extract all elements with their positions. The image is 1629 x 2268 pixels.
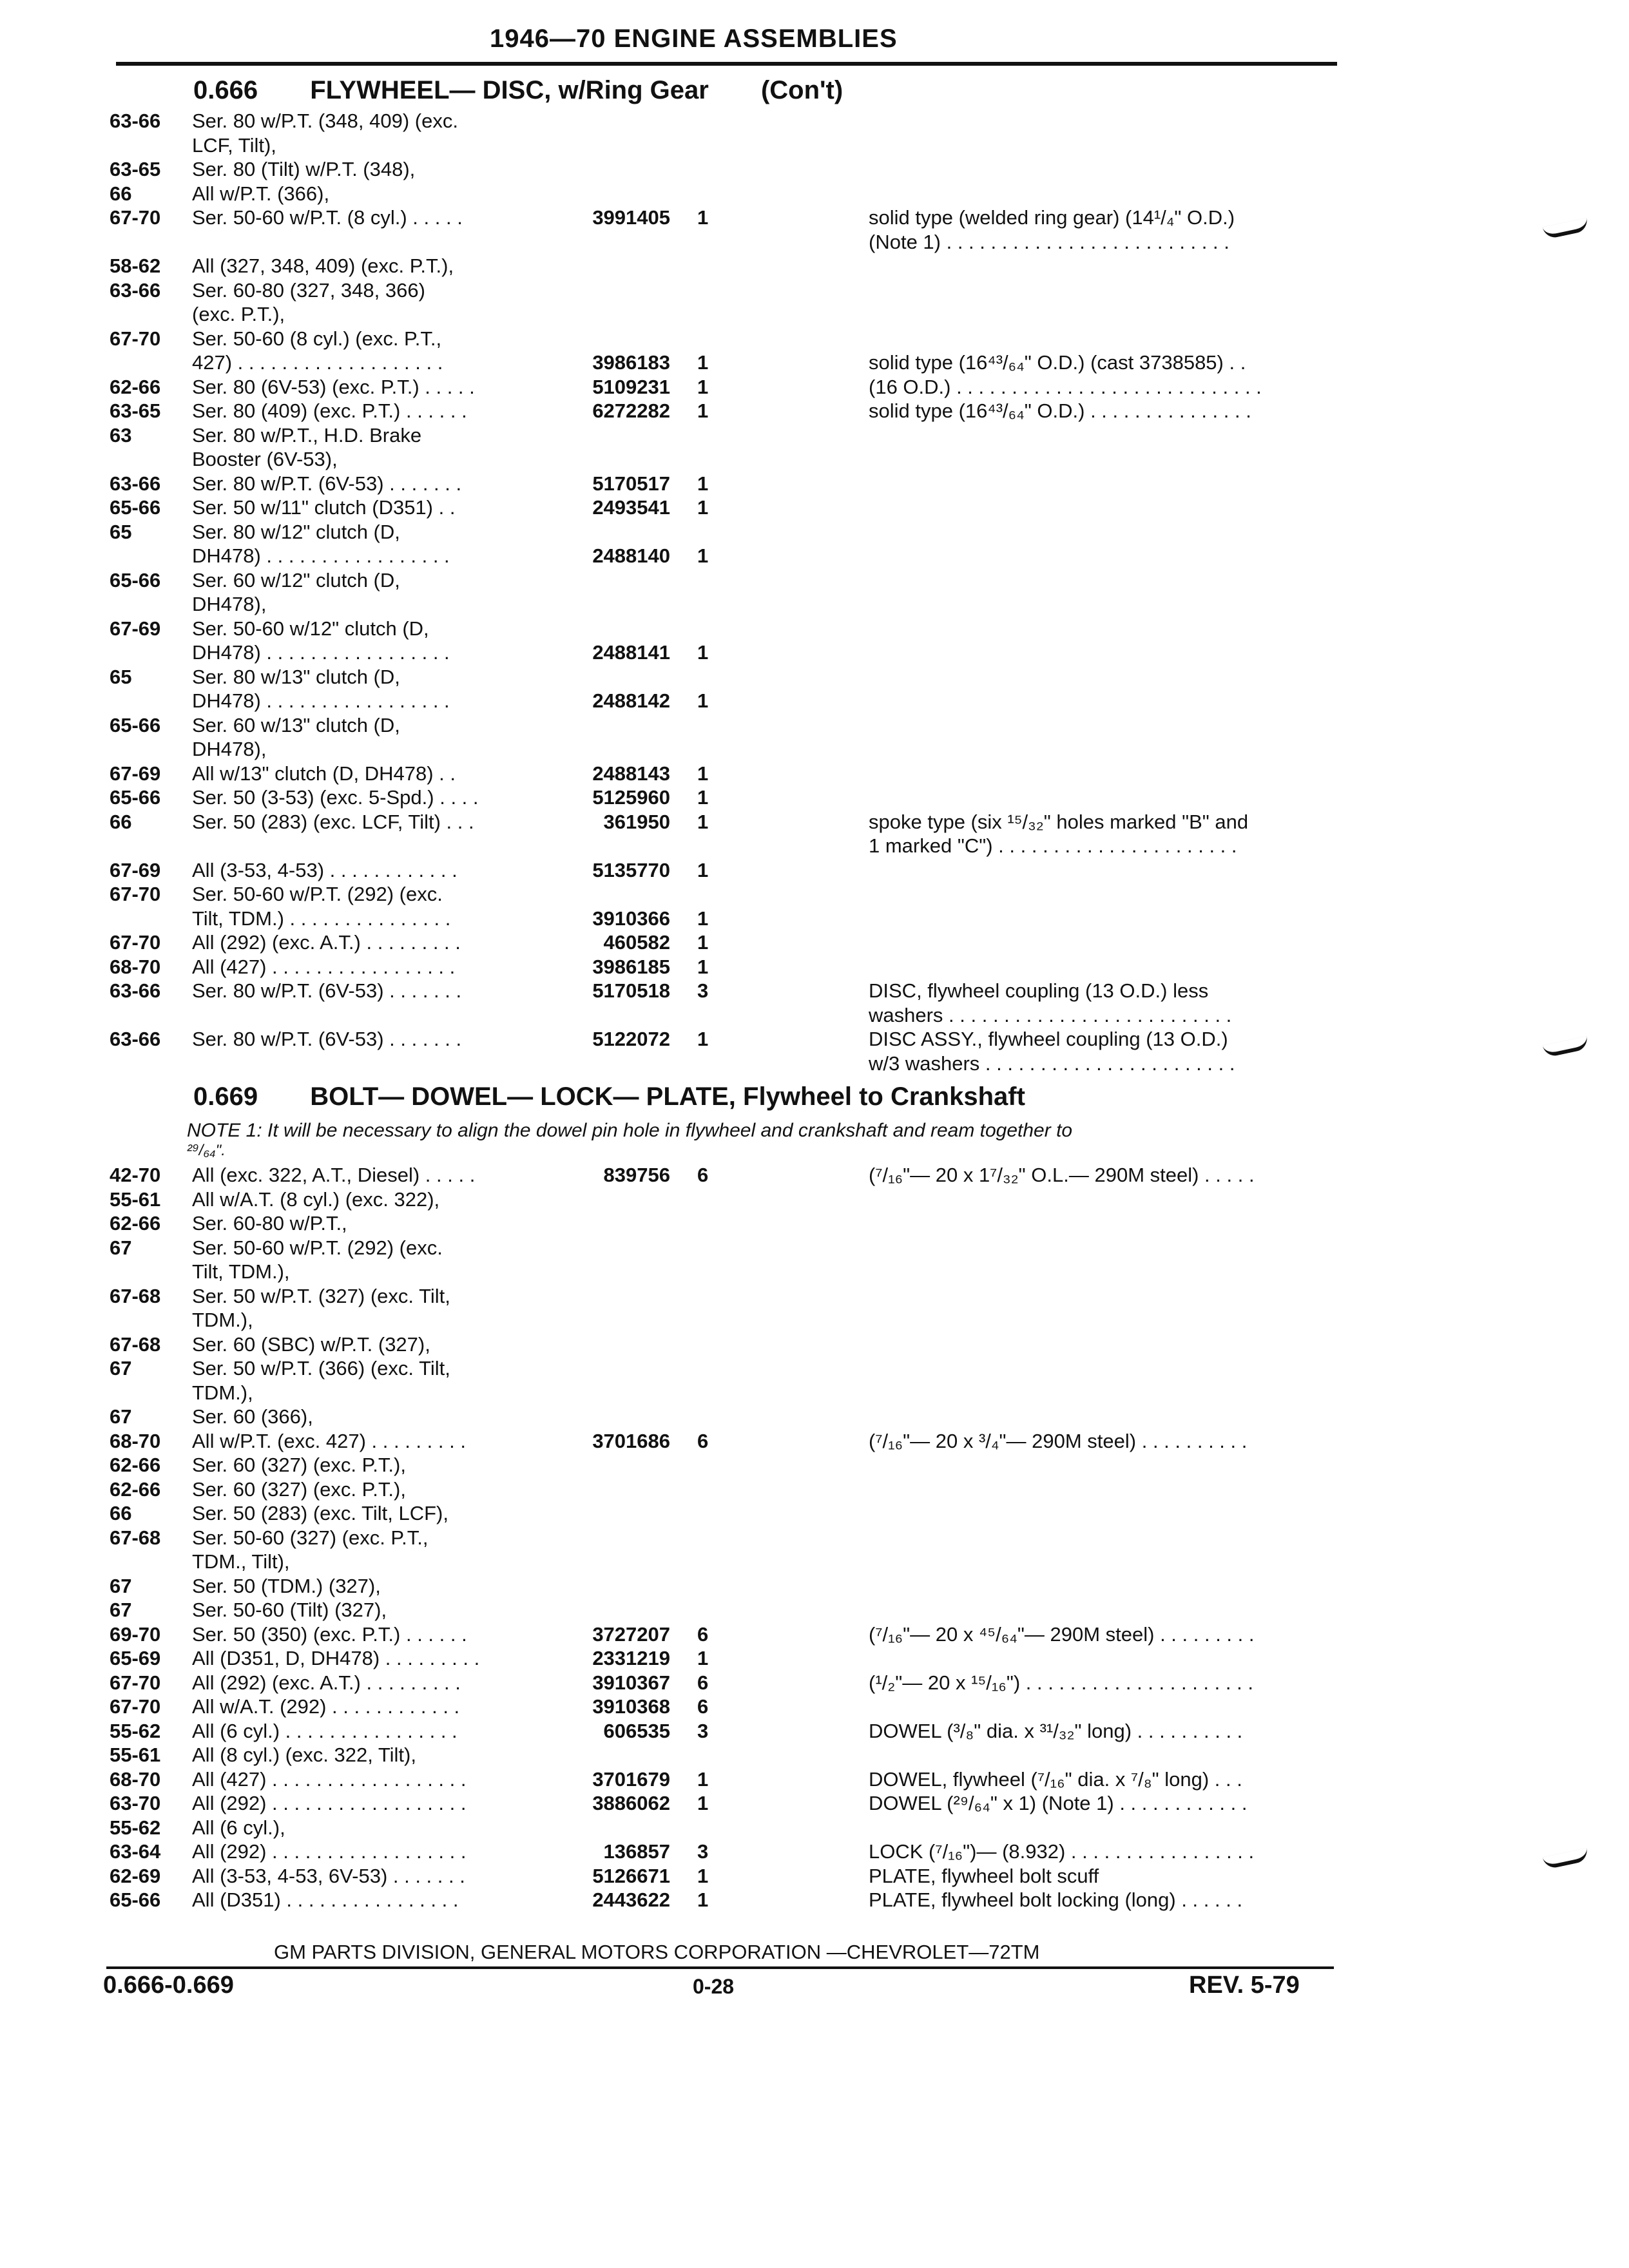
section-title: BOLT— DOWEL— LOCK— PLATE, Flywheel to Crankshaft bbox=[310, 1082, 1025, 1111]
table-row bbox=[0, 255, 1629, 279]
application: All (8 cyl.) (exc. 322, Tilt), bbox=[192, 1744, 416, 1766]
application: Ser. 80 w/P.T. (6V-53) . . . . . . . bbox=[192, 979, 462, 1002]
quantity: 6 bbox=[697, 1622, 709, 1646]
year-range: 65-66 bbox=[110, 496, 161, 519]
table-row bbox=[0, 1865, 1629, 1889]
quantity: 1 bbox=[697, 375, 709, 398]
year-range: 67-68 bbox=[110, 1332, 161, 1356]
table-row bbox=[0, 376, 1629, 400]
section-number: 0.669 bbox=[193, 1082, 258, 1111]
table-row bbox=[0, 1004, 1629, 1028]
table-row bbox=[0, 714, 1629, 738]
part-number: 5122072 bbox=[592, 1028, 670, 1050]
table-row bbox=[0, 883, 1629, 907]
table-row bbox=[0, 158, 1629, 182]
application: All (3-53, 4-53, 6V-53) . . . . . . . bbox=[192, 1864, 465, 1887]
table-row bbox=[0, 1333, 1629, 1358]
table-row bbox=[0, 1028, 1629, 1052]
description: (⁷/₁₆"— 20 x ⁴⁵/₆₄"— 290M steel) . . . . . . . . . bbox=[869, 1622, 1255, 1646]
quantity: 1 bbox=[697, 907, 709, 930]
application: Ser. 50 (283) (exc. Tilt, LCF), bbox=[192, 1502, 448, 1524]
year-range: 62-69 bbox=[110, 1864, 161, 1887]
table-row bbox=[0, 1430, 1629, 1454]
application: Ser. 50 w/11" clutch (D351) . . bbox=[192, 496, 456, 519]
part-number: 460582 bbox=[603, 931, 670, 954]
application: Booster (6V-53), bbox=[192, 448, 338, 470]
application: DH478) . . . . . . . . . . . . . . . . . bbox=[192, 641, 450, 664]
year-range: 65 bbox=[110, 520, 132, 543]
year-range: 55-62 bbox=[110, 1816, 161, 1839]
table-row bbox=[0, 327, 1629, 352]
table-row bbox=[0, 1623, 1629, 1648]
description: solid type (16⁴³/₆₄" O.D.) (cast 3738585) . . bbox=[869, 351, 1246, 374]
section-note-line-2: ²⁹/₆₄". bbox=[187, 1142, 226, 1159]
application: All (292) . . . . . . . . . . . . . . . . . . bbox=[192, 1840, 467, 1863]
table-row bbox=[0, 1550, 1629, 1575]
part-number: 3986183 bbox=[592, 351, 670, 374]
year-range: 67 bbox=[110, 1574, 132, 1597]
description: DISC, flywheel coupling (13 O.D.) less bbox=[869, 979, 1209, 1002]
part-number: 2488141 bbox=[592, 641, 670, 664]
year-range: 42-70 bbox=[110, 1164, 161, 1186]
table-row bbox=[0, 1768, 1629, 1792]
application: (exc. P.T.), bbox=[192, 303, 285, 325]
part-number: 3886062 bbox=[592, 1792, 670, 1814]
quantity: 3 bbox=[697, 1719, 709, 1742]
part-number: 2488140 bbox=[592, 544, 670, 567]
application: Ser. 50 w/P.T. (366) (exc. Tilt, bbox=[192, 1357, 450, 1379]
quantity: 1 bbox=[697, 1767, 709, 1791]
table-row bbox=[0, 762, 1629, 787]
year-range: 66 bbox=[110, 810, 132, 833]
application: DH478), bbox=[192, 593, 267, 615]
year-range: 65-66 bbox=[110, 568, 161, 591]
table-row bbox=[0, 399, 1629, 424]
part-number: 136857 bbox=[603, 1840, 670, 1863]
section-note-line: NOTE 1: It will be necessary to align the dowel pin hole in flywheel and crankshaft and ream together to bbox=[187, 1120, 1073, 1141]
table-row bbox=[0, 1236, 1629, 1261]
application: All (D351) . . . . . . . . . . . . . . . . bbox=[192, 1888, 459, 1911]
description: solid type (16⁴³/₆₄" O.D.) . . . . . . . . . . . . . . . bbox=[869, 399, 1251, 422]
part-number: 5170517 bbox=[592, 472, 670, 495]
part-number: 5126671 bbox=[592, 1864, 670, 1887]
application: Ser. 50 w/P.T. (327) (exc. Tilt, bbox=[192, 1284, 450, 1307]
application: All (292) . . . . . . . . . . . . . . . . . . bbox=[192, 1792, 467, 1814]
description: DOWEL (³/₈" dia. x ³¹/₃₂" long) . . . . . . . . . . bbox=[869, 1719, 1243, 1742]
page-header-title: 1946—70 ENGINE ASSEMBLIES bbox=[490, 24, 898, 53]
table-row bbox=[0, 1695, 1629, 1720]
table-row bbox=[0, 689, 1629, 714]
part-number: 3910367 bbox=[592, 1671, 670, 1694]
table-row bbox=[0, 1744, 1629, 1768]
year-range: 63-66 bbox=[110, 278, 161, 302]
table-row bbox=[0, 544, 1629, 569]
application: Ser. 60-80 w/P.T., bbox=[192, 1212, 347, 1235]
application: Ser. 60 (327) (exc. P.T.), bbox=[192, 1477, 406, 1501]
quantity: 1 bbox=[697, 931, 709, 954]
table-row bbox=[0, 1285, 1629, 1309]
application: Ser. 80 w/13" clutch (D, bbox=[192, 665, 400, 688]
part-number: 2331219 bbox=[592, 1647, 670, 1669]
table-row bbox=[0, 134, 1629, 159]
year-range: 62-66 bbox=[110, 1212, 161, 1235]
application: Ser. 50 (350) (exc. P.T.) . . . . . . bbox=[192, 1622, 467, 1646]
application: Ser. 60 w/12" clutch (D, bbox=[192, 568, 400, 591]
description: (16 O.D.) . . . . . . . . . . . . . . . . . . . . . . . . . . . . bbox=[869, 375, 1262, 398]
description: PLATE, flywheel bolt scuff bbox=[869, 1864, 1099, 1887]
quantity: 1 bbox=[697, 955, 709, 978]
table-row bbox=[0, 738, 1629, 762]
year-range: 62-66 bbox=[110, 375, 161, 398]
year-range: 68-70 bbox=[110, 1767, 161, 1791]
part-number: 606535 bbox=[603, 1719, 670, 1742]
year-range: 62-66 bbox=[110, 1454, 161, 1476]
table-row bbox=[0, 1478, 1629, 1503]
table-row bbox=[0, 303, 1629, 327]
year-range: 67-69 bbox=[110, 762, 161, 785]
part-number: 3701686 bbox=[592, 1429, 670, 1452]
year-range: 67 bbox=[110, 1236, 132, 1259]
year-range: 68-70 bbox=[110, 955, 161, 978]
table-row bbox=[0, 1599, 1629, 1623]
table-row bbox=[0, 1888, 1629, 1913]
description: DISC ASSY., flywheel coupling (13 O.D.) bbox=[869, 1028, 1228, 1050]
year-range: 63-70 bbox=[110, 1792, 161, 1814]
application: LCF, Tilt), bbox=[192, 133, 276, 157]
quantity: 1 bbox=[697, 689, 709, 712]
part-number: 3910368 bbox=[592, 1695, 670, 1718]
table-row bbox=[0, 1381, 1629, 1406]
quantity: 1 bbox=[697, 1028, 709, 1050]
part-number: 5135770 bbox=[592, 858, 670, 881]
application: All w/P.T. (exc. 427) . . . . . . . . . bbox=[192, 1429, 466, 1452]
application: TDM., Tilt), bbox=[192, 1550, 290, 1573]
application: Ser. 50-60 w/12" clutch (D, bbox=[192, 617, 429, 640]
application: Ser. 80 w/P.T. (348, 409) (exc. bbox=[192, 110, 458, 132]
description: DOWEL, flywheel (⁷/₁₆" dia. x ⁷/₈" long) . . . bbox=[869, 1767, 1242, 1791]
year-range: 67-70 bbox=[110, 206, 161, 229]
application: DH478) . . . . . . . . . . . . . . . . . bbox=[192, 544, 450, 567]
year-range: 55-61 bbox=[110, 1187, 161, 1211]
table-row bbox=[0, 496, 1629, 521]
description: w/3 washers . . . . . . . . . . . . . . . . . . . . . . . bbox=[869, 1052, 1235, 1075]
description: spoke type (six ¹⁵/₃₂" holes marked "B" and bbox=[869, 810, 1249, 833]
quantity: 6 bbox=[697, 1164, 709, 1186]
application: All (327, 348, 409) (exc. P.T.), bbox=[192, 255, 454, 277]
table-row bbox=[0, 811, 1629, 835]
year-range: 65-66 bbox=[110, 713, 161, 736]
year-range: 67-69 bbox=[110, 617, 161, 640]
year-range: 63-65 bbox=[110, 158, 161, 180]
footer-rule bbox=[106, 1966, 1334, 1969]
part-number: 2488143 bbox=[592, 762, 670, 785]
quantity: 1 bbox=[697, 496, 709, 519]
year-range: 58-62 bbox=[110, 255, 161, 277]
table-row bbox=[0, 1454, 1629, 1478]
year-range: 63-66 bbox=[110, 110, 161, 132]
quantity: 1 bbox=[697, 641, 709, 664]
quantity: 1 bbox=[697, 206, 709, 229]
table-row bbox=[0, 206, 1629, 231]
application: Ser. 80 (409) (exc. P.T.) . . . . . . bbox=[192, 399, 467, 422]
description: LOCK (⁷/₁₆")— (8.932) . . . . . . . . . . . . . . . . . bbox=[869, 1840, 1255, 1863]
application: Tilt, TDM.), bbox=[192, 1260, 290, 1283]
year-range: 65-69 bbox=[110, 1647, 161, 1669]
year-range: 63-64 bbox=[110, 1840, 161, 1863]
table-row bbox=[0, 182, 1629, 207]
year-range: 67-70 bbox=[110, 1671, 161, 1694]
description: (¹/₂"— 20 x ¹⁵/₁₆") . . . . . . . . . . . . . . . . . . . . . bbox=[869, 1671, 1253, 1694]
table-row bbox=[0, 1720, 1629, 1744]
year-range: 63-66 bbox=[110, 472, 161, 495]
application: All (292) (exc. A.T.) . . . . . . . . . bbox=[192, 931, 461, 954]
footer-revision: REV. 5-79 bbox=[1189, 1972, 1300, 1999]
quantity: 3 bbox=[697, 1840, 709, 1863]
table-row bbox=[0, 569, 1629, 593]
table-row bbox=[0, 1260, 1629, 1285]
application: Ser. 50 (283) (exc. LCF, Tilt) . . . bbox=[192, 810, 474, 833]
application: Ser. 80 (6V-53) (exc. P.T.) . . . . . bbox=[192, 375, 475, 398]
quantity: 1 bbox=[697, 1792, 709, 1814]
table-row bbox=[0, 1647, 1629, 1671]
application: Ser. 60 (327) (exc. P.T.), bbox=[192, 1454, 406, 1476]
year-range: 62-66 bbox=[110, 1477, 161, 1501]
table-row bbox=[0, 351, 1629, 376]
part-number: 2488142 bbox=[592, 689, 670, 712]
table-row bbox=[0, 617, 1629, 642]
table-row bbox=[0, 1671, 1629, 1696]
application: Ser. 60 (SBC) w/P.T. (327), bbox=[192, 1332, 430, 1356]
application: TDM.), bbox=[192, 1309, 253, 1331]
table-row bbox=[0, 1212, 1629, 1236]
application: Ser. 80 w/P.T. (6V-53) . . . . . . . bbox=[192, 1028, 462, 1050]
table-row bbox=[0, 231, 1629, 255]
application: All (6 cyl.), bbox=[192, 1816, 285, 1839]
application: TDM.), bbox=[192, 1381, 253, 1404]
part-number: 5109231 bbox=[592, 375, 670, 398]
table-row bbox=[0, 1575, 1629, 1599]
application: Ser. 50-60 (327) (exc. P.T., bbox=[192, 1526, 429, 1549]
quantity: 1 bbox=[697, 858, 709, 881]
application: All (3-53, 4-53) . . . . . . . . . . . . bbox=[192, 858, 458, 881]
part-number: 5170518 bbox=[592, 979, 670, 1002]
application: Tilt, TDM.) . . . . . . . . . . . . . . . bbox=[192, 907, 451, 930]
footer-publisher: GM PARTS DIVISION, GENERAL MOTORS CORPORATION —CHEVROLET—72TM bbox=[274, 1941, 1040, 1963]
table-row bbox=[0, 666, 1629, 690]
description: solid type (welded ring gear) (14¹/₄" O.D.) bbox=[869, 206, 1235, 229]
year-range: 67-68 bbox=[110, 1526, 161, 1549]
quantity: 3 bbox=[697, 979, 709, 1002]
year-range: 67 bbox=[110, 1357, 132, 1379]
section-number: 0.666 bbox=[193, 76, 258, 104]
table-row bbox=[0, 1792, 1629, 1816]
application: Ser. 50 (3-53) (exc. 5-Spd.) . . . . bbox=[192, 786, 479, 809]
quantity: 1 bbox=[697, 351, 709, 374]
application: Ser. 50-60 (8 cyl.) (exc. P.T., bbox=[192, 327, 442, 350]
application: Ser. 50-60 w/P.T. (292) (exc. bbox=[192, 1236, 443, 1259]
table-row bbox=[0, 1840, 1629, 1865]
description: (⁷/₁₆"— 20 x ³/₄"— 290M steel) . . . . . . . . . . bbox=[869, 1429, 1248, 1452]
description: washers . . . . . . . . . . . . . . . . . . . . . . . . . . bbox=[869, 1003, 1232, 1026]
application: Ser. 50-60 w/P.T. (8 cyl.) . . . . . bbox=[192, 206, 463, 229]
part-number: 3986185 bbox=[592, 955, 670, 978]
table-row bbox=[0, 641, 1629, 666]
year-range: 66 bbox=[110, 182, 132, 205]
footer-page-number: 0-28 bbox=[693, 1975, 735, 1998]
application: All (427) . . . . . . . . . . . . . . . . . bbox=[192, 955, 456, 978]
application: All w/13" clutch (D, DH478) . . bbox=[192, 762, 456, 785]
part-number: 3910366 bbox=[592, 907, 670, 930]
table-row bbox=[0, 956, 1629, 980]
description: 1 marked "C") . . . . . . . . . . . . . . . . . . . . . . bbox=[869, 834, 1237, 857]
table-row bbox=[0, 979, 1629, 1004]
section-continued: (Con't) bbox=[760, 76, 843, 104]
part-number: 3701679 bbox=[592, 1767, 670, 1791]
application: All w/A.T. (292) . . . . . . . . . . . . bbox=[192, 1695, 460, 1718]
year-range: 67-69 bbox=[110, 858, 161, 881]
application: DH478), bbox=[192, 738, 267, 760]
table-row bbox=[0, 1816, 1629, 1841]
year-range: 63-66 bbox=[110, 979, 161, 1002]
year-range: 66 bbox=[110, 1502, 132, 1524]
quantity: 1 bbox=[697, 1864, 709, 1887]
part-number: 6272282 bbox=[592, 399, 670, 422]
year-range: 63-66 bbox=[110, 1028, 161, 1050]
application: Ser. 80 w/P.T. (6V-53) . . . . . . . bbox=[192, 472, 462, 495]
application: All (292) (exc. A.T.) . . . . . . . . . bbox=[192, 1671, 461, 1694]
table-row bbox=[0, 1405, 1629, 1430]
quantity: 1 bbox=[697, 399, 709, 422]
year-range: 55-61 bbox=[110, 1744, 161, 1766]
table-row bbox=[0, 1052, 1629, 1077]
table-row bbox=[0, 1526, 1629, 1551]
table-row bbox=[0, 279, 1629, 303]
part-number: 2443622 bbox=[592, 1888, 670, 1911]
quantity: 1 bbox=[697, 1647, 709, 1669]
table-row bbox=[0, 110, 1629, 134]
table-row bbox=[0, 472, 1629, 497]
application: All (427) . . . . . . . . . . . . . . . . . . bbox=[192, 1767, 467, 1791]
quantity: 6 bbox=[697, 1695, 709, 1718]
quantity: 6 bbox=[697, 1671, 709, 1694]
application: Ser. 60 (366), bbox=[192, 1405, 313, 1428]
quantity: 1 bbox=[697, 544, 709, 567]
table-row bbox=[0, 1309, 1629, 1333]
table-row bbox=[0, 1164, 1629, 1188]
table-row bbox=[0, 521, 1629, 545]
quantity: 1 bbox=[697, 786, 709, 809]
part-number: 839756 bbox=[603, 1164, 670, 1186]
section-0666-heading bbox=[193, 76, 843, 105]
application: Ser. 60-80 (327, 348, 366) bbox=[192, 278, 425, 302]
section-title: FLYWHEEL— DISC, w/Ring Gear bbox=[310, 76, 709, 104]
application: Ser. 60 w/13" clutch (D, bbox=[192, 713, 400, 736]
table-row bbox=[0, 931, 1629, 956]
table-row bbox=[0, 786, 1629, 811]
year-range: 67-68 bbox=[110, 1284, 161, 1307]
footer-section-range: 0.666-0.669 bbox=[103, 1972, 234, 1999]
application: All (D351, D, DH478) . . . . . . . . . bbox=[192, 1647, 480, 1669]
application: All (exc. 322, A.T., Diesel) . . . . . bbox=[192, 1164, 476, 1186]
application: All (6 cyl.) . . . . . . . . . . . . . . . . bbox=[192, 1719, 458, 1742]
application: Ser. 50 (TDM.) (327), bbox=[192, 1574, 381, 1597]
year-range: 63-65 bbox=[110, 399, 161, 422]
header-rule bbox=[116, 62, 1337, 66]
application: 427) . . . . . . . . . . . . . . . . . . . bbox=[192, 351, 443, 374]
table-row bbox=[0, 1188, 1629, 1213]
year-range: 67-70 bbox=[110, 931, 161, 954]
description: PLATE, flywheel bolt locking (long) . . . . . . bbox=[869, 1888, 1243, 1911]
quantity: 6 bbox=[697, 1429, 709, 1452]
table-row bbox=[0, 834, 1629, 859]
year-range: 69-70 bbox=[110, 1622, 161, 1646]
year-range: 55-62 bbox=[110, 1719, 161, 1742]
application: DH478) . . . . . . . . . . . . . . . . . bbox=[192, 689, 450, 712]
year-range: 63 bbox=[110, 423, 132, 447]
year-range: 67 bbox=[110, 1599, 132, 1621]
part-number: 5125960 bbox=[592, 786, 670, 809]
application: Ser. 80 w/12" clutch (D, bbox=[192, 520, 400, 543]
part-number: 3991405 bbox=[592, 206, 670, 229]
application: All w/P.T. (366), bbox=[192, 182, 330, 205]
year-range: 67 bbox=[110, 1405, 132, 1428]
year-range: 67-70 bbox=[110, 1695, 161, 1718]
description: (⁷/₁₆"— 20 x 1⁷/₃₂" O.L.— 290M steel) . . . . . bbox=[869, 1164, 1255, 1186]
year-range: 65 bbox=[110, 665, 132, 688]
year-range: 65-66 bbox=[110, 1888, 161, 1911]
table-row bbox=[0, 593, 1629, 617]
part-number: 361950 bbox=[603, 810, 670, 833]
application: Ser. 50-60 (Tilt) (327), bbox=[192, 1599, 387, 1621]
year-range: 67-70 bbox=[110, 883, 161, 905]
table-row bbox=[0, 859, 1629, 883]
application: Ser. 80 (Tilt) w/P.T. (348), bbox=[192, 158, 416, 180]
table-row bbox=[0, 1357, 1629, 1381]
part-number: 3727207 bbox=[592, 1622, 670, 1646]
section-0669-heading bbox=[193, 1082, 1025, 1111]
quantity: 1 bbox=[697, 472, 709, 495]
description: (Note 1) . . . . . . . . . . . . . . . . . . . . . . . . . . bbox=[869, 230, 1229, 253]
quantity: 1 bbox=[697, 1888, 709, 1911]
application: All w/A.T. (8 cyl.) (exc. 322), bbox=[192, 1187, 440, 1211]
year-range: 67-70 bbox=[110, 327, 161, 350]
table-row bbox=[0, 907, 1629, 932]
year-range: 65-66 bbox=[110, 786, 161, 809]
application: Ser. 80 w/P.T., H.D. Brake bbox=[192, 423, 422, 447]
description: DOWEL (²⁹/₆₄" x 1) (Note 1) . . . . . . . . . . . . bbox=[869, 1792, 1248, 1814]
part-number: 2493541 bbox=[592, 496, 670, 519]
year-range: 68-70 bbox=[110, 1429, 161, 1452]
table-row bbox=[0, 1502, 1629, 1526]
quantity: 1 bbox=[697, 762, 709, 785]
application: Ser. 50-60 w/P.T. (292) (exc. bbox=[192, 883, 443, 905]
table-row bbox=[0, 448, 1629, 472]
table-row bbox=[0, 424, 1629, 448]
quantity: 1 bbox=[697, 810, 709, 833]
